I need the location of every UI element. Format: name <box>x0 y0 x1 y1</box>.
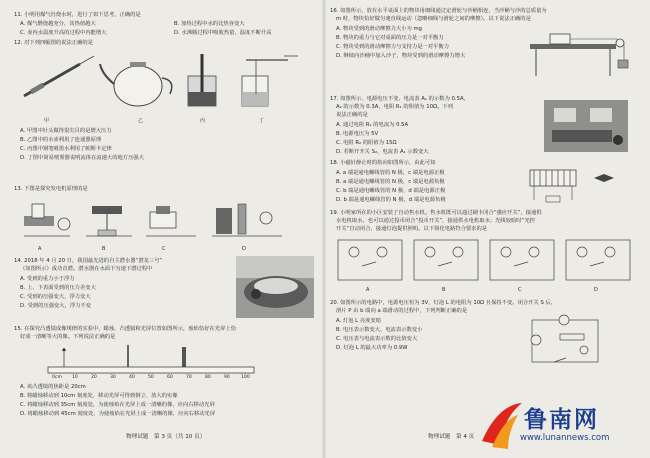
q16-stem-line2: m 时，物块恰好做匀速直线运动（忽略细线与滑轮之间的摩擦）。以下说法正确的是 <box>336 16 531 22</box>
q19-circuit-diagrams <box>336 236 632 286</box>
circuit-a <box>338 240 402 280</box>
submersible-photo <box>236 256 314 318</box>
compass-needle <box>594 174 614 182</box>
ink-bottle-figure <box>188 54 216 106</box>
page-3 <box>14 0 319 458</box>
q15-option-c: C. 将蜡烛移动到 35cm 刻度处，为使烛焰在光屏上成一清晰的像，应向右移动光屏 <box>20 402 215 408</box>
syringe-figure <box>24 56 94 96</box>
q11-option-a: A. 煤气燃烧越充分，其热值越大 <box>20 21 96 27</box>
q19-label-c: C <box>518 287 522 293</box>
sand-bucket <box>618 60 628 68</box>
q16-option-a: A. 物块受到的滑动摩擦力大小为 mg <box>336 26 422 32</box>
ruler-tick-40: 40 <box>129 375 135 380</box>
voltmeter <box>559 315 569 325</box>
ammeter-a1 <box>554 108 576 122</box>
switch <box>554 358 566 362</box>
right-page-footer: 物理试题 第 4 页 <box>428 434 475 440</box>
q15-option-d: D. 将蜡烛移动到 45cm 刻度处，为使烛焰在光屏上成一清晰的像，应向右移动光屏 <box>20 411 216 417</box>
q14-stem-line1: 14. 2018 年 4 月 20 日，我国最先进的自主潜水器“潜龙三号” <box>14 258 163 264</box>
q13-label-d: D <box>242 246 246 252</box>
ruler-tick-30: 30 <box>110 375 116 380</box>
q13-stem: 13. 下图是探究发电机原理的是 <box>14 186 88 192</box>
q13-label-a: A <box>38 246 42 252</box>
q15-stem-line1: 15. 在探究凸透镜成像规律的实验中，蜡烛、凸透镜和光屏位置如图所示，烛焰恰好在光屏上恰 <box>14 326 236 332</box>
q11-stem: 11. 小明用煤气灶烧水时，进行了如下思考，正确的是 <box>14 12 141 18</box>
q14-stem-line2: （如图所示）成功首潜。潜水器在水面下匀速下潜过程中 <box>20 266 153 272</box>
q15-option-a: A. 该凸透镜的焦距是 20cm <box>20 384 86 390</box>
candle-flame <box>62 348 66 351</box>
q15-option-b: B. 将蜡烛移动到 10cm 刻度处，移动光屏可得到倒立、放大的实像 <box>20 393 178 399</box>
q17-stem-line3: 说法正确的是 <box>336 112 368 118</box>
ruler-tick-70: 70 <box>186 375 192 380</box>
q19-label-d: D <box>594 287 598 293</box>
q14-option-c: C. 受到的压强变大，浮力变大 <box>20 294 91 300</box>
q13-label-b: B <box>102 246 106 252</box>
ruler <box>48 367 254 373</box>
circuit-d <box>566 240 630 280</box>
lamp <box>580 346 588 354</box>
q14-option-b: B. 上、下表面受到的压力差变大 <box>20 285 96 291</box>
q12-option-d: D. 丁图中简易喷雾器说明流体在流速大的地方压强大 <box>20 155 144 161</box>
q12-label-yi: 乙 <box>138 118 144 124</box>
q11-option-b: B. 加热过程中水的比热容变大 <box>174 21 245 27</box>
q18-stem: 18. 小磁针静止时的指向如图所示，由此可知 <box>330 160 436 166</box>
ruler-tick-60: 60 <box>167 375 173 380</box>
motor-figure-c <box>146 206 196 236</box>
q19-label-b: B <box>442 287 446 293</box>
left-page-footer: 物理试题 第 3 页（共 10 页） <box>126 434 206 440</box>
q12-label-ding: 丁 <box>259 118 265 124</box>
q11-option-d: D. 水沸腾过程中吸收热量，温度不断升高 <box>174 30 272 36</box>
q12-stem: 12. 对下列四幅图的说法正确的是 <box>14 40 93 46</box>
q20-option-b: B. 电压表示数变大，电流表示数变小 <box>336 327 423 333</box>
page-gutter <box>322 0 326 458</box>
q19-stem-line2: 水电机取水，也可以通过投币闭合“投币开关”，接通供水电机取水；光线较暗时“光控 <box>336 218 535 224</box>
q20-stem-line1: 20. 如图所示的电路中，电源电压恒为 3V，灯泡 L 的电阻为 10Ω 且保持不变。闭合开关 S 后， <box>330 300 557 306</box>
ruler-tick-80: 80 <box>205 375 211 380</box>
q17-option-d: D. 若断开开关 S₂，电流表 A₁ 示数变大 <box>336 149 429 155</box>
q12-label-bing: 丙 <box>200 118 206 124</box>
q12-label-jia: 甲 <box>44 118 50 124</box>
q14-option-d: D. 受到的压强变大，浮力不变 <box>20 303 92 309</box>
q20-option-a: A. 灯泡 L 亮度变暗 <box>336 318 381 324</box>
q16-option-b: B. 物块的重力与它对桌面的压力是一对平衡力 <box>336 35 444 41</box>
q11-option-c: C. 壶内水温度升高的过程中内能增大 <box>20 30 107 36</box>
q16-stem-line1: 16. 如图所示，放在水平桌面上的物块用细线通过定滑轮与沙桶相连，当沙桶与沙的总质量为 <box>330 8 547 14</box>
q18-option-c: C. b 端是通电螺线管的 N 极，d 端是电源正极 <box>336 188 446 194</box>
q20-circuit-figure <box>526 312 606 368</box>
ruler-tick-10: 10 <box>72 375 78 380</box>
rheostat <box>560 334 584 340</box>
q18-option-d: D. b 端是通电螺线管的 N 极，d 端是电源负极 <box>336 197 446 203</box>
q19-stem-line3: 开关”自动闭合，接通灯泡提供照明。以下简化电路符合要求的是 <box>336 226 488 232</box>
q20-option-d: D. 灯泡 L 的最大功率为 0.9W <box>336 345 408 351</box>
ruler-tick-50: 50 <box>148 375 154 380</box>
light-screen <box>182 347 186 367</box>
q17-option-c: C. 电阻 R₂ 的阻值为 15Ω <box>336 140 397 146</box>
pulley-figure <box>530 26 630 78</box>
battery <box>546 196 560 202</box>
ruler-tick-20: 20 <box>91 375 97 380</box>
q14-option-a: A. 受到的重力小于浮力 <box>20 276 75 282</box>
solenoid-figure <box>510 160 630 208</box>
circuit-c <box>490 240 554 280</box>
ammeter-a2 <box>590 108 612 122</box>
q13-label-c: C <box>162 246 166 252</box>
q17-circuit-photo <box>544 100 628 152</box>
block <box>550 34 570 44</box>
teapot-figure <box>100 62 172 106</box>
q17-stem-line2: A₂ 的示数为 0.3A，电阻 R₁ 的阻值为 10Ω。下列 <box>336 104 453 110</box>
circuit-figure-d <box>212 204 282 236</box>
watermark-url: www.lunannews.com <box>520 433 610 443</box>
q16-option-c: C. 物块受到的滑动摩擦力与支持力是一对平衡力 <box>336 44 450 50</box>
magnet-figure-b <box>86 206 132 236</box>
q12-figures <box>20 52 310 118</box>
q20-option-c: C. 电压表与电流表示数的比值变大 <box>336 336 418 342</box>
ruler-tick-90: 90 <box>224 375 230 380</box>
table-top <box>530 44 616 49</box>
page-4 <box>330 0 638 458</box>
q15-stem-line2: 好成一清晰等大的像。下列说法正确的是 <box>20 334 116 340</box>
circuit-b <box>414 240 478 280</box>
q16-option-d: D. 继续向沙桶中加入沙子，物块受到的滑动摩擦力增大 <box>336 53 466 59</box>
ruler-tick-0: 0cm <box>52 375 62 380</box>
q17-option-a: A. 通过电阻 R₁ 的电流为 0.5A <box>336 122 409 128</box>
q18-option-a: A. a 端是通电螺线管的 N 极，c 端是电源正极 <box>336 170 445 176</box>
watermark-brand: 鲁南网 <box>524 407 599 433</box>
q20-stem-line2: 滑片 P 由 b 端向 a 端滑动的过程中，下列判断正确的是 <box>336 308 468 314</box>
q12-option-b: B. 乙图中的水壶利用了连通器原理 <box>20 137 102 143</box>
q13-figures <box>20 196 290 244</box>
q19-stem-line1: 19. 小明家所在的小区安装了自动售水机。售水机既可以通过刷卡闭合“感应开关”，接通供 <box>330 210 542 216</box>
q12-option-c: C. 丙图中钢笔吸墨水利用了帕斯卡定律 <box>20 146 112 152</box>
generator-figure-a <box>24 204 70 236</box>
q17-option-b: B. 电源电压为 5V <box>336 131 379 137</box>
pulley <box>616 39 624 47</box>
ruler-tick-100: 100 <box>241 375 250 380</box>
q18-option-b: B. a 端是通电螺线管的 N 极，c 端是电源负极 <box>336 179 445 185</box>
q19-label-a: A <box>366 287 370 293</box>
q17-stem-line1: 17. 如图所示，电源电压不变，电流表 A₁ 的示数为 0.5A， <box>330 96 469 102</box>
ammeter <box>531 335 541 345</box>
sprayer-figure <box>242 56 298 106</box>
q12-option-a: A. 甲图中针头做得很尖目的是增大压力 <box>20 128 112 134</box>
